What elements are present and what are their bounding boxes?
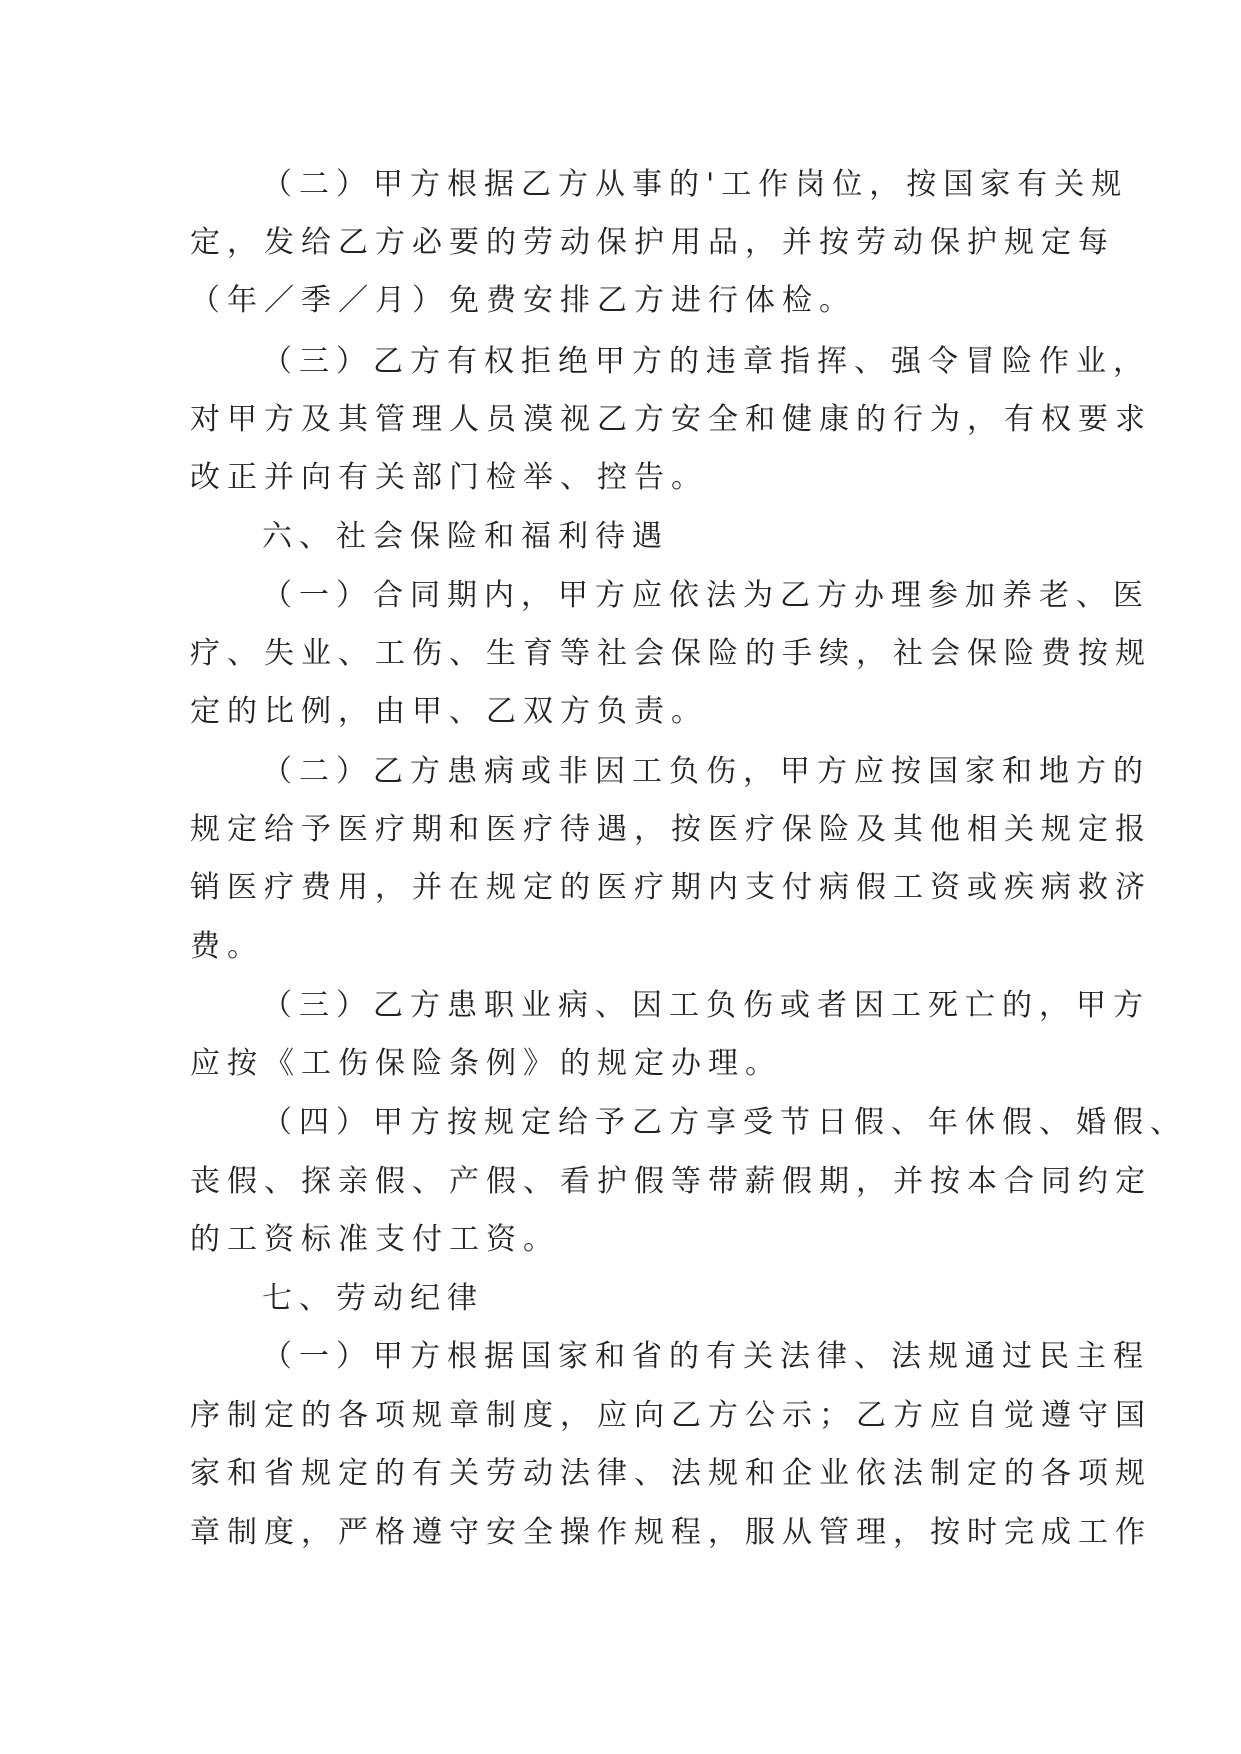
text-line: 定的比例，由甲、乙双方负责。 <box>190 694 708 729</box>
text-line: （一）合同期内，甲方应依法为乙方办理参加养老、医 <box>262 578 1150 613</box>
text-line: （三）乙方患职业病、因工负伤或者因工死亡的，甲方 <box>262 988 1150 1023</box>
text-line: 对甲方及其管理人员漠视乙方安全和健康的行为，有权要求 <box>190 402 1152 437</box>
text-line: 家和省规定的有关劳动法律、法规和企业依法制定的各项规 <box>190 1456 1152 1491</box>
text-line: 序制定的各项规章制度，应向乙方公示；乙方应自觉遵守国 <box>190 1398 1152 1433</box>
text-line: 改正并向有关部门检举、控告。 <box>190 460 708 495</box>
text-line: 章制度，严格遵守安全操作规程，服从管理，按时完成工作 <box>190 1515 1152 1550</box>
text-line: 规定给予医疗期和医疗待遇，按医疗保险及其他相关规定报 <box>190 812 1152 847</box>
text-line: 疗、失业、工伤、生育等社会保险的手续，社会保险费按规 <box>190 636 1152 671</box>
text-line: （一）甲方根据国家和省的有关法律、法规通过民主程 <box>262 1339 1150 1374</box>
section-heading: 六、社会保险和福利待遇 <box>262 519 669 554</box>
section-heading: 七、劳动纪律 <box>262 1281 484 1316</box>
text-line: （二）甲方根据乙方从事的'工作岗位，按国家有关规 <box>262 167 1129 202</box>
text-line: 的工资标准支付工资。 <box>190 1222 560 1257</box>
text-line: 应按《工伤保险条例》的规定办理。 <box>190 1046 782 1081</box>
text-line: （年／季／月）免费安排乙方进行体检。 <box>190 283 856 318</box>
text-line: （三）乙方有权拒绝甲方的违章指挥、强令冒险作业， <box>262 344 1150 379</box>
text-line: 丧假、探亲假、产假、看护假等带薪假期，并按本合同约定 <box>190 1164 1152 1199</box>
text-line: （四）甲方按规定给予乙方享受节日假、年休假、婚假、 <box>262 1105 1187 1140</box>
text-line: （二）乙方患病或非因工负伤，甲方应按国家和地方的 <box>262 754 1150 789</box>
text-line: 费。 <box>190 929 264 964</box>
text-line: 定，发给乙方必要的劳动保护用品，并按劳动保护规定每 <box>190 225 1115 260</box>
text-line: 销医疗费用，并在规定的医疗期内支付病假工资或疾病救济 <box>190 870 1152 905</box>
